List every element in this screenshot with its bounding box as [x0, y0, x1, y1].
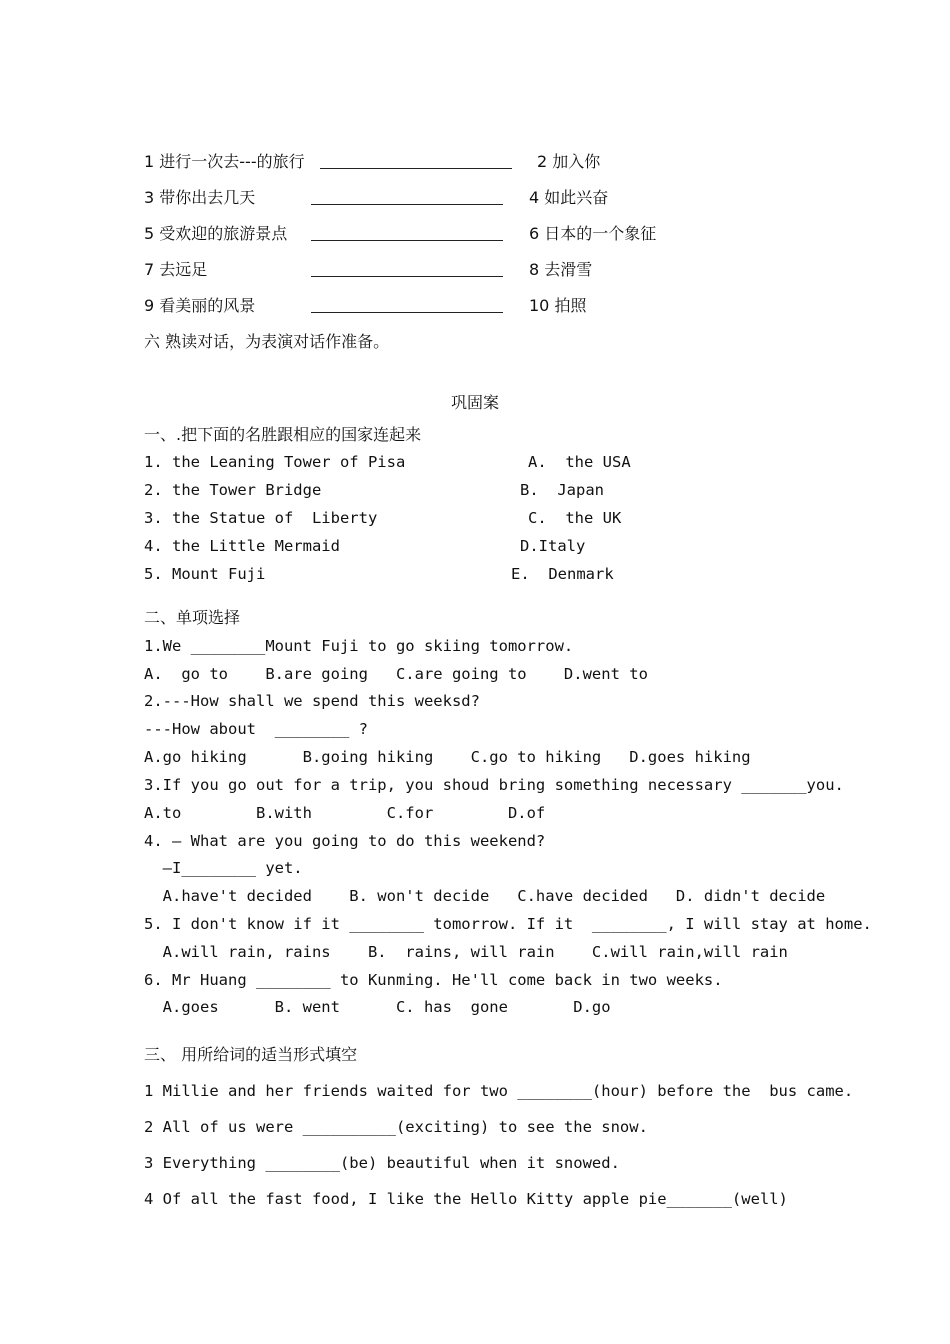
phrase-7: 7 去远足: [144, 260, 208, 279]
phrase-10: 10 拍照: [529, 296, 587, 315]
phrase-9: 9 看美丽的风景: [144, 296, 256, 315]
fill-line: 1 Millie and her friends waited for two ________(hour) before the bus came.: [144, 1082, 854, 1100]
mc-line: —I________ yet.: [144, 859, 303, 877]
landmark-3: 3. the Statue of Liberty: [144, 509, 378, 527]
consolidation-title: 巩固案: [451, 393, 500, 412]
mc-line: A.have't decided B. won't decide C.have decided D. didn't decide: [144, 887, 826, 905]
phrase-4: 4 如此兴奋: [529, 188, 609, 207]
landmark-4: 4. the Little Mermaid: [144, 537, 340, 555]
phrase-6: 6 日本的一个象征: [529, 224, 657, 243]
mc-line: 4. — What are you going to do this weekend?: [144, 832, 546, 850]
phrase-1-blank: [320, 168, 512, 169]
section-6-instruction: 六 熟读对话，为表演对话作准备。: [144, 332, 390, 351]
country-a: A. the USA: [528, 453, 631, 471]
phrase-8: 8 去滑雪: [529, 260, 593, 279]
mc-line: 1.We ________Mount Fuji to go skiing tomorrow.: [144, 637, 574, 655]
country-c: C. the UK: [528, 509, 622, 527]
mc-line: A.go hiking B.going hiking C.go to hiking D.goes hiking: [144, 748, 751, 766]
fill-line: 4 Of all the fast food, I like the Hello Kitty apple pie_______(well): [144, 1190, 788, 1208]
mc-line: 3.If you go out for a trip, you shoud bring something necessary _______you.: [144, 776, 844, 794]
part1-heading: 一、.把下面的名胜跟相应的国家连起来: [144, 425, 422, 444]
mc-line: A.will rain, rains B. rains, will rain C.will rain,will rain: [144, 943, 788, 961]
country-e: E. Denmark: [511, 565, 614, 583]
landmark-1: 1. the Leaning Tower of Pisa: [144, 453, 406, 471]
mc-line: ---How about ________ ?: [144, 720, 368, 738]
mc-line: 6. Mr Huang ________ to Kunming. He'll come back in two weeks.: [144, 971, 723, 989]
landmark-5: 5. Mount Fuji: [144, 565, 266, 583]
landmark-2: 2. the Tower Bridge: [144, 481, 322, 499]
fill-line: 2 All of us were __________(exciting) to see the snow.: [144, 1118, 648, 1136]
phrase-7-blank: [311, 276, 503, 277]
fill-line: 3 Everything ________(be) beautiful when it snowed.: [144, 1154, 620, 1172]
country-b: B. Japan: [520, 481, 604, 499]
phrase-3-blank: [311, 204, 503, 205]
phrase-1: 1 进行一次去---的旅行: [144, 152, 305, 171]
phrase-3: 3 带你出去几天: [144, 188, 256, 207]
mc-line: 5. I don't know if it ________ tomorrow. If it ________, I will stay at home.: [144, 915, 872, 933]
part2-heading: 二、单项选择: [144, 608, 241, 627]
country-d: D.Italy: [520, 537, 586, 555]
phrase-2: 2 加入你: [537, 152, 601, 171]
mc-line: 2.---How shall we spend this weeksd?: [144, 692, 480, 710]
phrase-9-blank: [311, 312, 503, 313]
part3-heading: 三、 用所给词的适当形式填空: [144, 1045, 358, 1064]
mc-line: A.goes B. went C. has gone D.go: [144, 998, 611, 1016]
mc-line: A. go to B.are going C.are going to D.went to: [144, 665, 648, 683]
phrase-5: 5 受欢迎的旅游景点: [144, 224, 288, 243]
mc-line: A.to B.with C.for D.of: [144, 804, 546, 822]
phrase-5-blank: [311, 240, 503, 241]
